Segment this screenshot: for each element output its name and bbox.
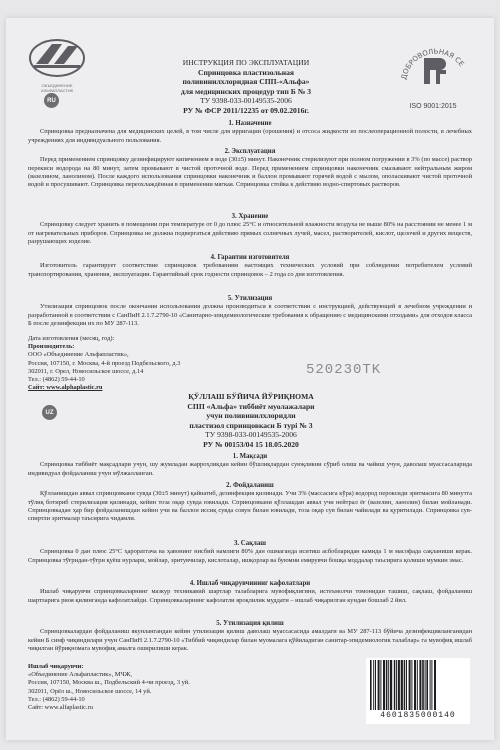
ru-header — [116, 58, 376, 116]
uz-section-1-text: Спринцовка тиббиёт мақсадлари учун, шу жумладан жарроҳликдан кейин бўшлиқлардан суюқликни сўриб олиш ва чайиш учун, даволаш муассасаларида индивидуал фойдаланиш учун мўлжалланган. — [28, 461, 472, 477]
uz-section-2-text: Қўлланишдан аввал спринцовкани сувда (30±5 минут) қайнатиб, дезинфекция қилинади. Учи 3% (массасига кўра) водород пероксиди эритмасига 80 минутга тўлиқ ботириб стерилизация қилинади, кейин тоза оқар сувда ювилади. Спринцовкани қўллашдан аввал учи нейтрал ёғ (вазелин, ланолин) билан мойланади. Спринцовкадан ҳар бир фойдаланишдан кейин учи ва баллон иссиқ сувда совун билан ювилади, тоза оқар сув билан чайилади ва қуритилади. Спринцовка сув-спиртли эритмалар таъсирига чидамли. — [28, 490, 472, 523]
uz-section-3-text: Спринцовка 0 дан плюс 25°С ҳароратгача ва ҳавонинг нисбий намлиги 80% дан ошмаганда иситиш асбобларидан камида 1 м масофада сақланиши керак. Спринцовка тўғридан-тўғри қуёш нурлари, мойлар, эритувчилар, кислоталар, ишқорлар ва буюмни емирувчи бошқа моддалар таъсирига қолиши мумкин эмас. — [28, 548, 472, 564]
uz-manufacturer — [28, 663, 298, 712]
uz-section-4 — [28, 580, 472, 605]
uz-header-line5: ТУ 9398-033-00149535-2006 — [205, 430, 297, 440]
iso-label: ISO 9001:2015 — [409, 103, 457, 110]
uz-header-line4: пластизол спринцовкаси Б турі № 3 — [189, 420, 313, 430]
ru-section-4-title: 4. Гарантии изготовителя — [210, 254, 290, 261]
ru-section-1-title: 1. Назначение — [228, 120, 272, 127]
ru-section-2-text: Перед применением спринцовку дезинфицируют кипячением в воде (30±5) минут. Наконечник стерилизуют при полном погружении в 3% (по массе) раствор перекиси водорода на 80 минут, затем промывают в чистой проточной воде. Перед применением спринцовки наконечник смазывают нейтральным жиром (вазелином, ланолином). После каждого использования спринцовки наконечник и баллон промывают горячей водой с мылом, ополаскивают чистой проточной водой и просушивают. Спринцовка переохлаждённая в применении мягкая. Спринцовка стойка к действию водно-спиртовых растворов. — [28, 156, 472, 189]
voluntary-certification-icon — [398, 36, 468, 98]
ru-section-5-title: 5. Утилизация — [227, 295, 273, 302]
ru-maker-line: Тел.: (4862) 59-44-10 — [28, 376, 85, 384]
uz-section-1 — [28, 453, 472, 478]
ru-date-label: Дата изготовления (месяц, год): — [28, 335, 115, 342]
uz-maker-site: Сайт: www.alfaplastic.ru — [28, 704, 93, 712]
uz-maker-line: «Объединение Альфапластик», МЧЖ, — [28, 671, 132, 679]
ru-section-4 — [28, 254, 472, 279]
ru-section-2-title: 2. Эксплуатация — [224, 148, 276, 155]
company-logo — [28, 38, 86, 93]
uz-section-4-text: Ишлаб чиқарувчи спринцовкаларнинг мазкур техникавий шартлар талабларига мувофиқлигини, истеъмолчи томонидан ташиш, сақлаш, фойдаланиш шартларига риоя қилинганда кафолатлайди. Спринцовкаларнинг кафолатли яроқлилик муддати – ишлаб чиқарилган кундан бошлаб 2 йил. — [28, 588, 472, 604]
barcode-number: 4601835000140 — [380, 711, 456, 720]
uz-section-2 — [28, 482, 472, 523]
uz-section-3-title: 3. Сақлаш — [234, 540, 266, 547]
ru-maker-label: Производитель: — [28, 343, 75, 351]
instruction-sheet — [6, 18, 494, 740]
uz-badge: UZ — [42, 405, 57, 420]
logo-caption: ОБЪЕДИНЕНИЕ АЛЬФАПЛАСТИК — [40, 83, 74, 93]
ru-section-3 — [28, 213, 472, 246]
ru-section-5 — [28, 295, 472, 328]
uz-title: ҚЎЛЛАШ БЎЙИЧА ЙЎРИҚНОМА — [188, 392, 314, 401]
batch-stamp: 520230TK — [306, 362, 382, 378]
ru-maker-line: ООО «Объединение Альфапластик», — [28, 351, 129, 359]
uz-header-line3: учун поливинилхлоридли — [206, 411, 296, 421]
ru-header-line5: ТУ 9398-033-00149535-2006 — [200, 96, 292, 106]
ru-section-5-text: Утилизация спринцовок после окончания использования должна производиться в соответствии с инструкцией, действующей в лечебном учреждении и разработанной в соответствии с СанПиН 2.1.7.2790-10 «Санитарно-эпидемиологические требования к обращению с медицинскими отходами» для отходов класса Б после дезинфекции их по МУ 287-113. — [28, 303, 472, 327]
ru-section-3-text: Спринцовку следует хранить в помещении при температуре от 0 до плюс 25°С и относительной влажности воздуха не выше 80% на расстоянии не менее 1 м от нагревательных приборов. Спринцовка не должна подвергаться действию прямых солнечных лучей, масел, растворителей, кислот, щелочей и других веществ, разрушающих изделие. — [28, 221, 472, 245]
uz-section-3 — [28, 540, 472, 565]
uz-section-5-text: Спринцовкалардан фойдаланиш якунлангандан кейин утилизация қилиш даволаш муассасасида амалдаги ва МУ 287-113 бўйича дезинфекцияланганидан кейин Б синф чиқиндилари учун СанПиН 2.1.7.2790-10 «Тиббий чиқиндилар билан муомалага қўйиладиган санитар-эпидемиологик талаблар» га мувофиқ ишлаб чиқилган йўриқномага мувофиқ амалга оширилиши керак. — [28, 628, 472, 652]
alfaplastic-logo-icon — [28, 38, 86, 78]
ru-title: ИНСТРУКЦИЯ ПО ЭКСПЛУАТАЦИИ — [182, 58, 310, 67]
ru-section-4-text: Изготовитель гарантирует соответствие спринцовок требованиям настоящих технических условий при соблюдении потребителем условий транспортирования, хранения, эксплуатации. Гарантийный срок годности спринцовок – 2 года со дня изготовления. — [28, 262, 472, 278]
uz-section-5-title: 5. Утилизация қилиш — [216, 620, 284, 627]
uz-section-4-title: 4. Ишлаб чиқарувчининг кафолатлари — [189, 580, 311, 587]
uz-section-5 — [28, 620, 472, 653]
uz-section-2-title: 2. Фойдаланиш — [226, 482, 274, 489]
uz-section-1-title: 1. Мақсади — [232, 453, 268, 460]
ru-maker-line: Россия, 107150, г. Москва, 4-й проезд Подбельского, д.3 — [28, 359, 181, 367]
cert-arc-text: ДОБРОВОЛЬНАЯ СЕ — [400, 47, 466, 81]
ru-section-2 — [28, 148, 472, 189]
ru-section-1 — [28, 120, 472, 145]
ru-maker-line: 302011, г. Орел, Новосильское шоссе, д.14 — [28, 367, 144, 375]
uz-maker-line: 302011, Орёл ш., Новосильское шоссе, 14 уй. — [28, 687, 152, 695]
uz-maker-line: Россия, 107150, Москва ш., Подбельский 4-чи проезд, 3 уй. — [28, 679, 190, 687]
uz-header-line6: РУ № 00153/04 15 18.05.2020 — [203, 439, 299, 449]
ru-header-line3: поливинилхлоридная СПП-«Альфа» — [182, 77, 310, 87]
ru-maker-site: Сайт: www.alphaplastic.ru — [28, 384, 103, 392]
certification-logo — [398, 36, 468, 110]
uz-maker-line: Тел.: (4862) 59-44-10 — [28, 695, 85, 703]
ru-manufacturer — [28, 335, 288, 392]
ru-badge: RU — [44, 93, 59, 108]
barcode — [366, 658, 470, 724]
ru-header-line2: Спринцовка пластизольная — [197, 67, 295, 77]
uz-maker-label: Ишлаб чиқарувчи: — [28, 663, 84, 670]
ru-section-1-text: Спринцовка предназначена для медицинских целей, в том числе для ирригации (орошения) и отсоса жидкости из послеоперационной полости, в лечебных учреждениях для индивидуального пользования. — [28, 128, 472, 144]
ru-header-line6: РУ № ФСР 2011/12235 от 09.02.2016г. — [183, 105, 309, 115]
uz-header-line2: СПП «Альфа» тиббиёт муолажалари — [187, 401, 315, 411]
ru-section-3-title: 3. Хранение — [231, 213, 269, 220]
ru-header-line4: для медицинских процедур тип Б № 3 — [180, 86, 312, 96]
barcode-bars-icon — [366, 658, 470, 712]
uz-header — [126, 392, 376, 450]
